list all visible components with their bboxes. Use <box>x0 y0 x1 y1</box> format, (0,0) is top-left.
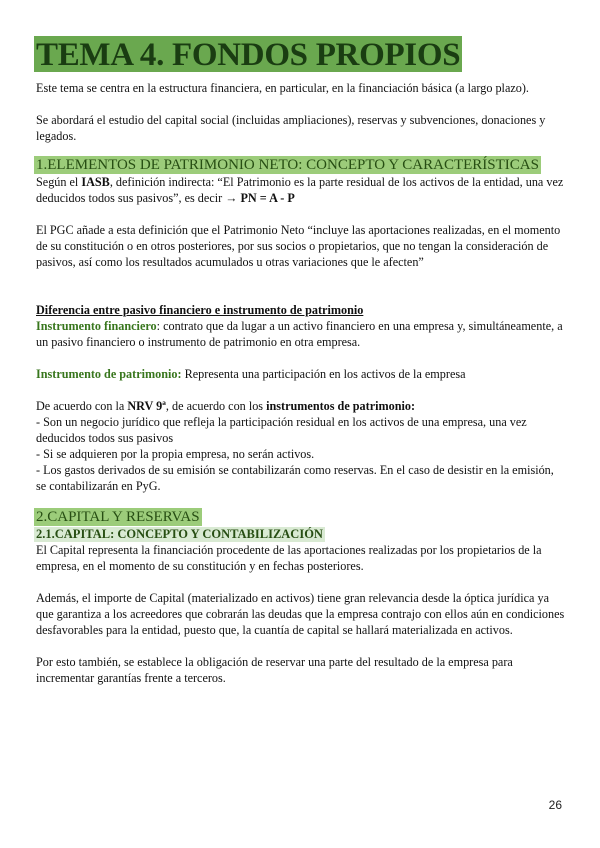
capital-paragraph-2: Además, el importe de Capital (materializado en activos) tiene gran relevancia desde la óptica jurídica ya que garantiza a los acreedores que cobrarán las deudas que la empresa contrajo con ellos aún en condiciones desfavorables para la entidad, puesto que, la cuantía de capital se hallará materializada en activos. <box>36 591 565 637</box>
nrv-pre: De acuerdo con la <box>36 399 128 413</box>
iasb-bold: IASB <box>81 175 110 189</box>
formula: → PN = A - P <box>225 191 295 205</box>
section-2-heading: 2.CAPITAL Y RESERVAS <box>36 509 200 525</box>
instrumento-patrimonio-paragraph <box>36 366 566 382</box>
intro-paragraph-1: Este tema se centra en la estructura financiera, en particular, en la financiación básica (a largo plazo). <box>36 81 529 95</box>
instrumento-patrimonio-text: Representa una participación en los activos de la empresa <box>181 367 466 381</box>
page-number: 26 <box>548 798 562 812</box>
iasb-pre: Según el <box>36 175 82 189</box>
instrumento-financiero-label: Instrumento financiero <box>36 319 157 333</box>
nrv-bold-2: instrumentos de patrimonio: <box>266 399 416 413</box>
document-page <box>36 36 566 686</box>
page-title: TEMA 4. FONDOS PROPIOS <box>36 37 461 73</box>
bullet-item: - Si se adquieren por la propia empresa, no serán activos. <box>36 447 315 461</box>
nrv-mid: , de acuerdo con los <box>165 399 267 413</box>
nrv-bold: NRV 9ª <box>127 399 166 413</box>
section-1-heading: 1.ELEMENTOS DE PATRIMONIO NETO: CONCEPTO Y CARACTERÍSTICAS <box>36 157 539 173</box>
iasb-text: , definición indirecta: “El Patrimonio es la parte residual de los activos de la entidad, una vez deducidos todos sus pasivos”, es decir <box>36 175 564 205</box>
instrumento-patrimonio-label: Instrumento de patrimonio: <box>36 367 182 381</box>
pgc-paragraph: El PGC añade a esta definición que el Patrimonio Neto “incluye las aportaciones realizadas, en el momento de su constitución o en otros posteriores, por sus socios o propietarios, que no tengan la consideración de pasivos, así como los resultados acumulados u otras variaciones que le afecten” <box>36 223 561 269</box>
nrv-paragraph <box>36 398 566 414</box>
instrumento-financiero-paragraph <box>36 318 566 350</box>
section-2-1-heading: 2.1.CAPITAL: CONCEPTO Y CONTABILIZACIÓN <box>36 527 323 541</box>
iasb-paragraph <box>36 174 566 206</box>
intro-paragraph-2: Se abordará el estudio del capital social (incluidas ampliaciones), reservas y subvenciones, donaciones y legados. <box>36 113 546 143</box>
bullet-item: - Son un negocio jurídico que refleja la participación residual en los activos de una empresa, una vez deducidos todos sus pasivos <box>36 415 527 445</box>
instrumento-financiero-text: : contrato que da lugar a un activo financiero en una empresa y, simultáneamente, a un pasivo financiero o instrumento de patrimonio en otra empresa. <box>36 319 563 349</box>
difference-heading: Diferencia entre pasivo financiero e instrumento de patrimonio <box>36 303 364 317</box>
bullet-item: - Los gastos derivados de su emisión se contabilizarán como reservas. En el caso de desistir en la emisión, se contabilizarán en PyG. <box>36 463 554 493</box>
capital-paragraph-3: Por esto también, se establece la obligación de reservar una parte del resultado de la empresa para incrementar garantías frente a terceros. <box>36 655 513 685</box>
capital-paragraph-1: El Capital representa la financiación procedente de las aportaciones realizadas por los propietarios de la empresa, en el momento de su constitución y en fechas posteriores. <box>36 543 542 573</box>
